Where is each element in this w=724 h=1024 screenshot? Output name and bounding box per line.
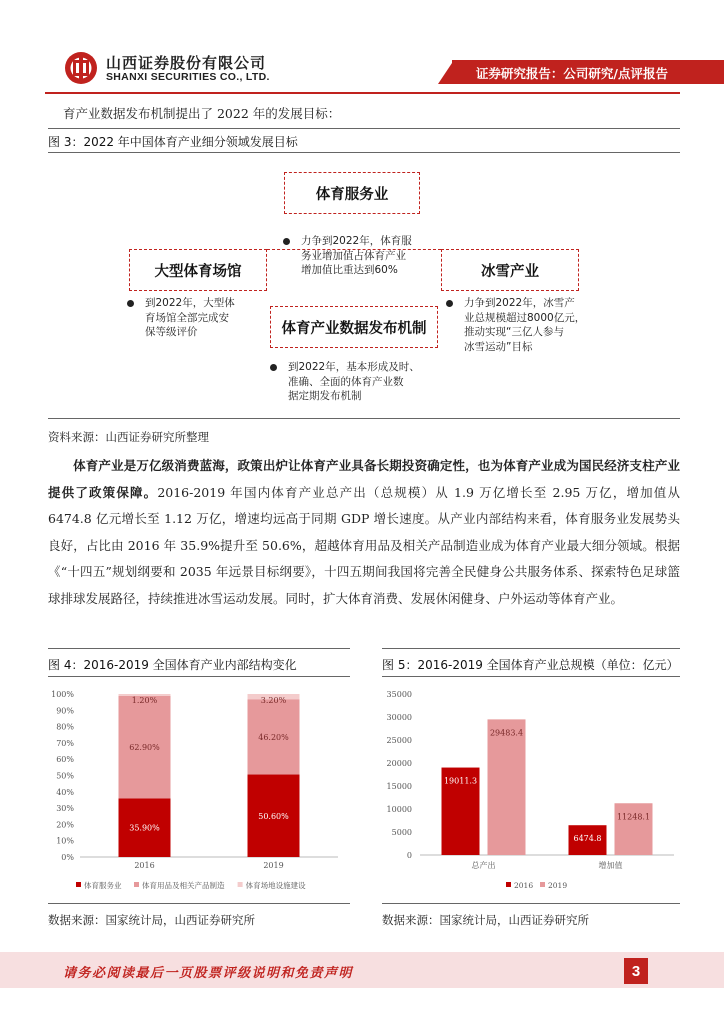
header-divider [45, 92, 680, 94]
figure3-title-rule [48, 152, 680, 153]
x-tick-label: 2019 [263, 861, 284, 870]
bullet-dot [127, 300, 134, 307]
legend-swatch [134, 882, 139, 887]
x-tick-label: 2016 [134, 861, 155, 870]
figure4-top-rule [48, 648, 350, 649]
legend-swatch [506, 882, 511, 887]
y-tick-label: 80% [56, 722, 74, 732]
data-label: 62.90% [129, 743, 160, 753]
data-label: 3.20% [260, 696, 287, 705]
page-header [0, 0, 724, 92]
body-paragraph [48, 453, 680, 612]
figure5-source: 数据来源：国家统计局，山西证券研究所 [382, 913, 589, 927]
y-tick-label: 20% [56, 820, 74, 830]
data-label: 29483.4 [489, 728, 524, 738]
page-number: 3 [624, 958, 648, 984]
figure3-bottom-rule [48, 418, 680, 419]
bullet-dot [446, 300, 453, 307]
figure3-source: 资料来源：山西证券研究所整理 [48, 430, 209, 444]
y-tick-label: 35000 [386, 690, 412, 699]
y-tick-label: 70% [56, 738, 74, 748]
y-tick-label: 30000 [386, 713, 412, 722]
legend-swatch [540, 882, 545, 887]
report-type: 证券研究报告：公司研究/点评报告 [475, 66, 668, 81]
x-tick-label: 增加值 [598, 861, 623, 870]
legend-swatch [238, 882, 243, 887]
bullet-snow: 力争到2022年，冰雪产 业总规模超过8000亿元， 推动实现“三亿人参与 冰雪运动”目标 [446, 296, 616, 354]
y-tick-label: 10000 [386, 805, 412, 814]
y-tick-label: 15000 [386, 782, 412, 791]
y-tick-label: 0 [406, 851, 412, 860]
total-scale-bar-chart [382, 680, 680, 900]
figure5-top-rule [382, 648, 680, 649]
company-name-cn: 山西证券股份有限公司 [106, 54, 267, 72]
bullet-service: 力争到2022年，体育服 务业增加值占体育产业 增加值比重达到60% [283, 234, 443, 278]
figure5-title-rule [382, 676, 680, 677]
body-rest: 2016-2019 年国内体育产业总产出（总规模）从 1.9 万亿增长至 2.95 万亿，增加值从 6474.8 亿元增长至 1.12 万亿，增速均远高于同期 GDP 增长速度。从产业内部结构来看，体育服务业发展势头良好，占比由 2016 年 35.9%提升至 50.6%，超越体育用品及相关产品制造业成为体育产业最大细分领域。根据《“十四五”规划纲要和 2035 年远景目标纲要》，十四五期间我国将完善全民健身公共服务体系、探索特色足球篮球排球发展路径，持续推进冰雪运动发展。同时，扩大体育消费、发展休闲健身、户外运动等体育产业。 [48, 484, 680, 606]
legend-label: 2016 [514, 881, 534, 890]
company-name-en: SHANXI SECURITIES CO., LTD. [106, 71, 270, 83]
bullet-dot [283, 238, 290, 245]
legend-label: 体育用品及相关产品制造 [142, 881, 225, 890]
y-tick-label: 60% [56, 755, 74, 765]
figure3-title: 图 3：2022 年中国体育产业细分领域发展目标 [48, 135, 298, 149]
intro-line: 育产业数据发布机制提出了 2022 年的发展目标： [63, 106, 341, 121]
legend-label: 2019 [548, 881, 568, 890]
figure5-title: 图 5：2016-2019 全国体育产业总规模（单位：亿元） [382, 658, 679, 672]
figure4-title: 图 4：2016-2019 全国体育产业内部结构变化 [48, 658, 297, 672]
y-tick-label: 25000 [386, 736, 412, 745]
y-tick-label: 5000 [391, 828, 412, 837]
structure-stacked-bar-chart [48, 680, 350, 900]
data-label: 1.20% [131, 696, 158, 705]
data-label: 35.90% [129, 823, 160, 833]
y-tick-label: 50% [56, 771, 74, 781]
data-label: 46.20% [258, 732, 289, 742]
bullet-data: 到2022年，基本形成及时、 准确、全面的体育产业数 据定期发布机制 [270, 360, 440, 404]
figure4-bottom-rule [48, 903, 350, 904]
box-sports-service: 体育服务业 [284, 172, 420, 214]
data-label: 11248.1 [616, 812, 651, 822]
bar [488, 719, 526, 855]
y-tick-label: 20000 [386, 759, 412, 768]
legend-label: 体育服务业 [84, 881, 122, 890]
legend-swatch [76, 882, 81, 887]
figure4-title-rule [48, 676, 350, 677]
y-tick-label: 90% [56, 706, 74, 716]
bullet-dot [270, 364, 277, 371]
y-tick-label: 100% [51, 690, 74, 699]
figure4-source: 数据来源：国家统计局，山西证券研究所 [48, 913, 255, 927]
body-lead: 体育产业是万亿级消费蓝海，政策出炉让体育产业具备长期投资确定性，也为体育产业成为国民经济支柱产业提供了政策保障。 [48, 458, 680, 500]
footer-disclaimer: 请务必阅读最后一页股票评级说明和免责声明 [63, 966, 354, 981]
box-ice-snow: 冰雪产业 [441, 249, 579, 291]
legend-label: 体育场地设施建设 [245, 881, 306, 890]
bar [615, 803, 653, 855]
y-tick-label: 10% [56, 836, 74, 846]
figure5-bottom-rule [382, 903, 680, 904]
company-logo-icon [63, 50, 99, 86]
y-tick-label: 40% [56, 787, 74, 797]
data-label: 6474.8 [573, 834, 602, 844]
y-tick-label: 30% [56, 804, 74, 814]
box-data-release: 体育产业数据发布机制 [270, 306, 438, 348]
y-tick-label: 0% [61, 853, 74, 862]
data-label: 50.60% [258, 811, 289, 821]
bullet-venue: 到2022年，大型体 育场馆全部完成安 保等级评价 [127, 296, 267, 340]
figure3-top-rule [48, 128, 680, 129]
x-tick-label: 总产出 [471, 861, 496, 870]
data-label: 19011.3 [443, 776, 478, 786]
box-large-venues: 大型体育场馆 [129, 249, 267, 291]
